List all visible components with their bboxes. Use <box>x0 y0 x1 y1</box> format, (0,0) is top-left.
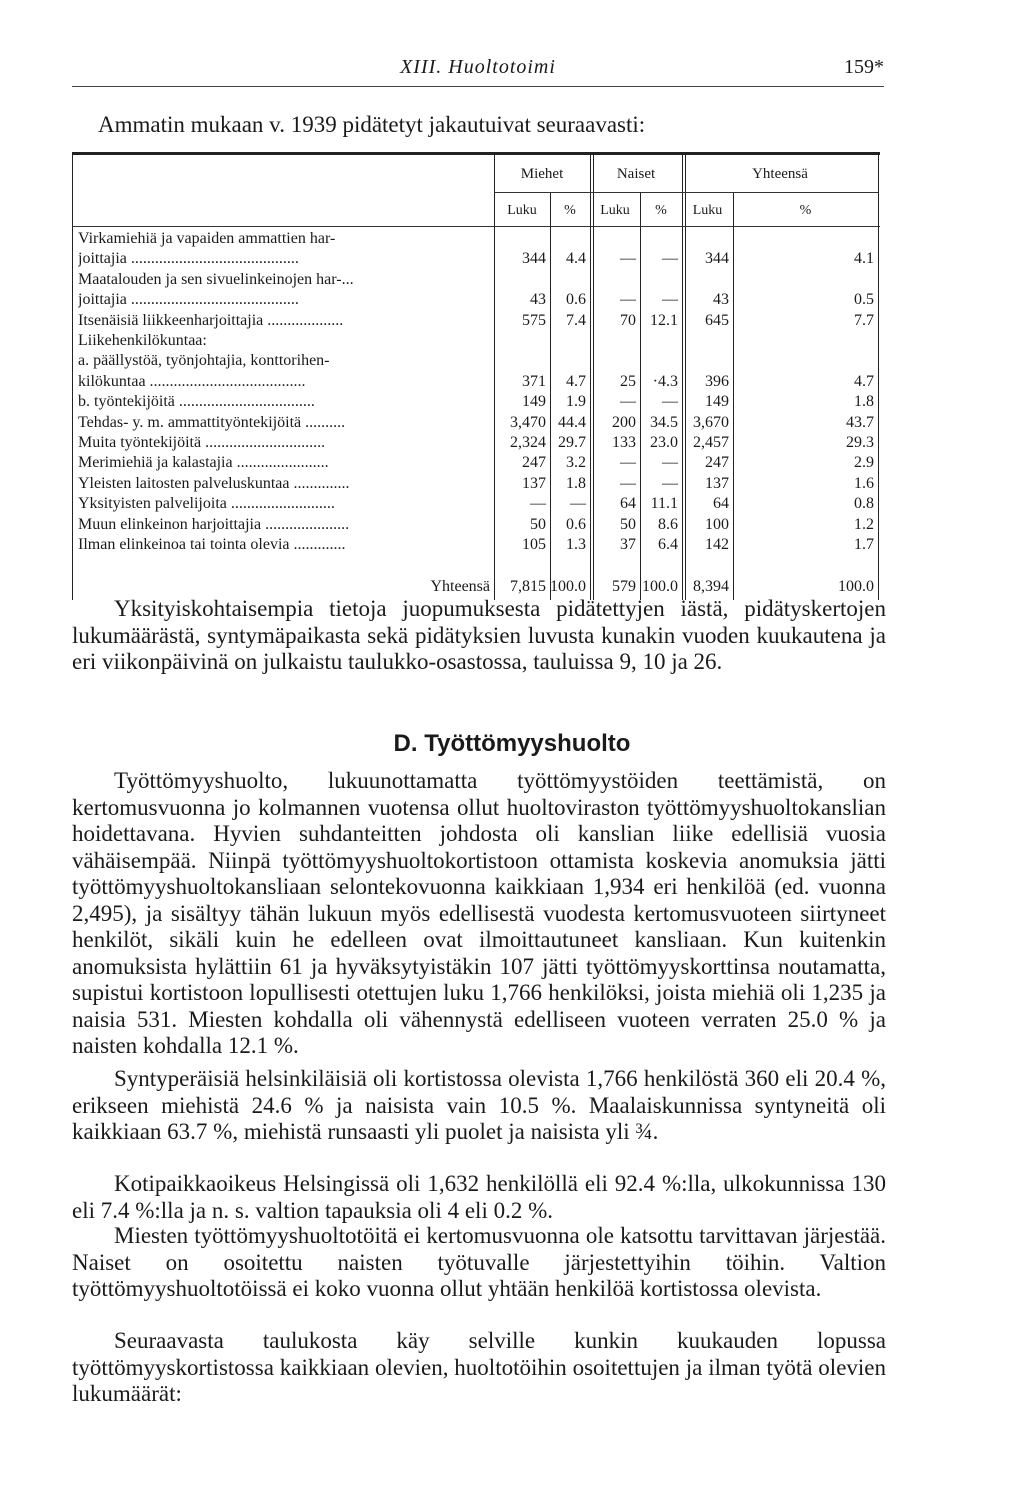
table-cell: 37 <box>620 536 636 553</box>
table-cell: — <box>662 454 678 472</box>
table-cell: 0.6 <box>566 291 586 309</box>
row-label: Muita työntekijöitä .............................. <box>78 434 326 451</box>
table-cell: 7.7 <box>854 311 874 329</box>
table-cell: 43 <box>713 291 729 309</box>
table-cell: 575 <box>522 311 546 329</box>
table-cell: ·4.3 <box>652 372 678 390</box>
table-cell: 43 <box>530 291 546 309</box>
group-underline <box>494 192 590 193</box>
table-row <box>72 372 880 392</box>
group-header: Miehet <box>520 166 564 182</box>
paragraph-3: Kotipaikkaoikeus Helsingissä oli 1,632 henkilöllä eli 92.4 %:lla, ulkokunnissa 130 eli 7.4 %:lla ja n. s. valtion tapauksia oli 4 eli 0.2 %. <box>72 1171 886 1223</box>
row-label: b. työntekijöitä .................................. <box>78 393 315 411</box>
table-cell: 29.7 <box>558 434 586 451</box>
total-cell: 579 <box>612 578 636 596</box>
table-cell: 34.5 <box>650 413 678 431</box>
table-cell: 133 <box>612 434 636 451</box>
total-cell: 7,815 <box>510 578 546 596</box>
table-cell: 0.6 <box>566 515 586 533</box>
row-label: kilökuntaa ....................................... <box>78 372 306 390</box>
total-cell: 8,394 <box>693 578 729 596</box>
table-cell: 2.9 <box>854 454 874 472</box>
table-cell: 29.3 <box>846 434 874 451</box>
table-cell: 137 <box>705 474 729 492</box>
table-cell: 1.7 <box>854 536 874 553</box>
column-header: Luku <box>692 203 723 218</box>
row-label: Ilman elinkeinoa tai tointa olevia ............. <box>78 536 346 553</box>
page-header <box>72 52 884 87</box>
table-row <box>72 453 880 473</box>
table-row <box>72 474 880 494</box>
column-header: % <box>655 203 667 218</box>
column-header: % <box>564 203 576 218</box>
row-label: Muun elinkeinon harjoittajia ..................... <box>78 515 350 533</box>
table-row <box>72 351 880 371</box>
table-row <box>72 229 880 249</box>
table-cell: 105 <box>522 536 546 553</box>
paragraph-1: Työttömyyshuolto, lukuunottamatta työttömyystöiden teettämistä, on kertomusvuonna jo kolmannen vuotensa ollut huoltoviraston työttömyyshuoltokanslian hoidettavana. Hyvien suhdanteitten johdosta oli kanslian liike edellisiä vuosia vähäisempää. Niinpä työttömyyshuoltokortistoon ottamista koskevia anomuksia jätti työttömyyshuoltokansliaan selontekovuonna kaikkiaan 1,934 eri henkilöä (ed. vuonna 2,495), ja sisältyy tähän lukuun myös edellisestä vuodesta kertomusvuoteen siirtyneet henkilöt, sikäli kuin he edelleen ovat ilmoittautuneet kansliaan. Kun kuitenkin anomuksista hylättiin 61 ja hyväksytyistäkin 107 jätti työttömyyskorttinsa noutamatta, supistui kortistoon lopullisesti otettujen luku 1,766 henkilöksi, joista miehiä oli 1,235 ja naisia 531. Miesten kohdalla oli vähennystä edelliseen vuoteen verraten 25.0 % ja naisten kohdalla 12.1 %. <box>72 768 886 1058</box>
group-underline <box>682 192 878 193</box>
page-number: 159* <box>844 56 884 78</box>
table-cell: 64 <box>620 495 636 513</box>
table-row <box>72 515 880 535</box>
table-cell: 6.4 <box>658 536 678 553</box>
table-cell: 1.8 <box>566 474 586 492</box>
table-cell: 2,324 <box>510 434 546 451</box>
row-label: a. päällystöä, työnjohtajia, konttorihen- <box>78 352 330 370</box>
total-row <box>72 577 880 597</box>
table-cell: 2,457 <box>693 434 729 451</box>
table-cell: 149 <box>705 393 729 411</box>
section-title: D. Työttömyyshuolto <box>393 730 631 757</box>
row-label: Itsenäisiä liikkeenharjoittajia ................... <box>78 311 344 329</box>
table-cell: — <box>662 250 678 268</box>
table-cell: 11.1 <box>650 495 678 513</box>
table-cell: 100 <box>705 515 729 533</box>
table-cell: 4.4 <box>566 250 586 268</box>
table-cell: 43.7 <box>846 413 874 431</box>
table-cell: — <box>620 393 636 411</box>
table-cell: 3,470 <box>510 413 546 431</box>
table-row <box>72 413 880 433</box>
table-row <box>72 249 880 269</box>
total-label: Yhteensä <box>430 578 490 596</box>
total-cell: 100.0 <box>550 578 586 596</box>
column-header: Luku <box>600 203 630 218</box>
group-header: Yhteensä <box>752 166 808 182</box>
table-row <box>72 290 880 310</box>
column-header: % <box>799 203 812 218</box>
table-cell: — <box>570 495 586 513</box>
row-label: joittajia .......................................... <box>78 250 299 268</box>
table-row <box>72 535 880 555</box>
header-rule <box>72 226 880 227</box>
table-cell: 4.7 <box>854 372 874 390</box>
table-cell: 50 <box>620 515 636 533</box>
total-cell: 100.0 <box>642 578 678 596</box>
row-label: Maatalouden ja sen sivuelinkeinojen har-... <box>78 270 354 288</box>
table-row <box>72 392 880 412</box>
table-cell: 1.9 <box>566 393 586 411</box>
table-cell: 0.8 <box>854 495 874 513</box>
table-cell: 1.3 <box>566 536 586 553</box>
table-cell: 3.2 <box>566 454 586 472</box>
table-cell: 137 <box>522 474 546 492</box>
table-cell: 70 <box>620 311 636 329</box>
table-cell: 247 <box>522 454 546 472</box>
table-cell: 64 <box>713 495 729 513</box>
table-cell: 3,670 <box>693 413 729 431</box>
row-label: joittajia .......................................... <box>78 291 299 309</box>
paragraph-4: Miesten työttömyyshuoltotöitä ei kertomusvuonna ole katsottu tarvittavan järjestää. Naiset on osoitettu naisten työtuvalle järjestettyihin töihin. Valtion työttömyyshuoltotöissä ei koko vuonna ollut yhtään henkilöä kortistossa olevista. <box>72 1223 886 1301</box>
row-label: Liikehenkilökuntaa: <box>78 332 207 349</box>
table-cell: 25 <box>620 372 636 390</box>
table-cell: 247 <box>705 454 729 472</box>
paragraph-details: Yksityiskohtaisempia tietoja juopumuksesta pidätettyjen iästä, pidätyskertojen lukumäärästä, syntymäpaikasta sekä pidätyksien luvusta kunakin vuoden kuukautena ja eri viikonpäivinä on julkaistu taulukko-osastossa, tauluissa 9, 10 ja 26. <box>72 596 886 674</box>
total-cell: 100.0 <box>838 578 874 596</box>
table-row <box>72 433 880 453</box>
row-label: Yleisten laitosten palveluskuntaa .............. <box>78 474 350 492</box>
table-cell: 4.7 <box>566 372 586 390</box>
table-cell: — <box>620 291 636 309</box>
table-cell: 344 <box>705 250 729 268</box>
table-cell: — <box>620 474 636 492</box>
table-cell: — <box>620 250 636 268</box>
table-row <box>72 494 880 514</box>
table-cell: — <box>530 495 546 513</box>
table-cell: 44.4 <box>558 413 586 431</box>
column-header: Luku <box>507 203 537 218</box>
table-cell: — <box>662 291 678 309</box>
group-underline <box>590 192 682 193</box>
table-cell: 8.6 <box>658 515 678 533</box>
table-cell: 1.6 <box>854 474 874 492</box>
table-cell: 396 <box>705 372 729 390</box>
row-label: Virkamiehiä ja vapaiden ammattien har- <box>78 230 336 247</box>
running-title: XIII. Huoltotoimi <box>400 56 556 78</box>
row-label: Yksityisten palvelijoita .......................... <box>78 495 335 513</box>
group-header: Naiset <box>616 166 656 182</box>
table-cell: 7.4 <box>566 311 586 329</box>
table-cell: 4.1 <box>854 250 874 268</box>
table-row <box>72 311 880 331</box>
table-row <box>72 270 880 290</box>
table-top-rule <box>72 152 880 155</box>
table-cell: — <box>620 454 636 472</box>
table-cell: 371 <box>522 372 546 390</box>
table-intro: Ammatin mukaan v. 1939 pidätetyt jakautuivat seuraavasti: <box>98 112 646 137</box>
table-cell: 1.2 <box>854 515 874 533</box>
table-cell: 50 <box>530 515 546 533</box>
table-cell: 23.0 <box>650 434 678 451</box>
table-cell: 1.8 <box>854 393 874 411</box>
table-cell: 645 <box>705 311 729 329</box>
table-row <box>72 331 880 351</box>
table-cell: 149 <box>522 393 546 411</box>
paragraph-5: Seuraavasta taulukosta käy selville kunkin kuukauden lopussa työttömyyskortistossa kaikkiaan olevien, huoltotöihin osoitettujen ja ilman työtä olevien lukumäärät: <box>72 1328 886 1406</box>
table-cell: 12.1 <box>650 311 678 329</box>
table-cell: — <box>662 474 678 492</box>
paragraph-2: Syntyperäisiä helsinkiläisiä oli kortistossa olevista 1,766 henkilöstä 360 eli 20.4 %, erikseen miehistä 24.6 % ja naisista vain 10.5 %. Maalaiskunnissa syntyneitä oli kaikkiaan 63.7 %, miehistä runsaasti yli puolet ja naisista yli ¾. <box>72 1066 886 1144</box>
table-cell: 200 <box>612 413 636 431</box>
table-cell: 142 <box>705 536 729 553</box>
table-cell: — <box>662 393 678 411</box>
row-label: Tehdas- y. m. ammattityöntekijöitä .......... <box>78 413 346 431</box>
row-label: Merimiehiä ja kalastajia ....................... <box>78 454 329 472</box>
table-cell: 0.5 <box>854 291 874 309</box>
table-cell: 344 <box>522 250 546 268</box>
